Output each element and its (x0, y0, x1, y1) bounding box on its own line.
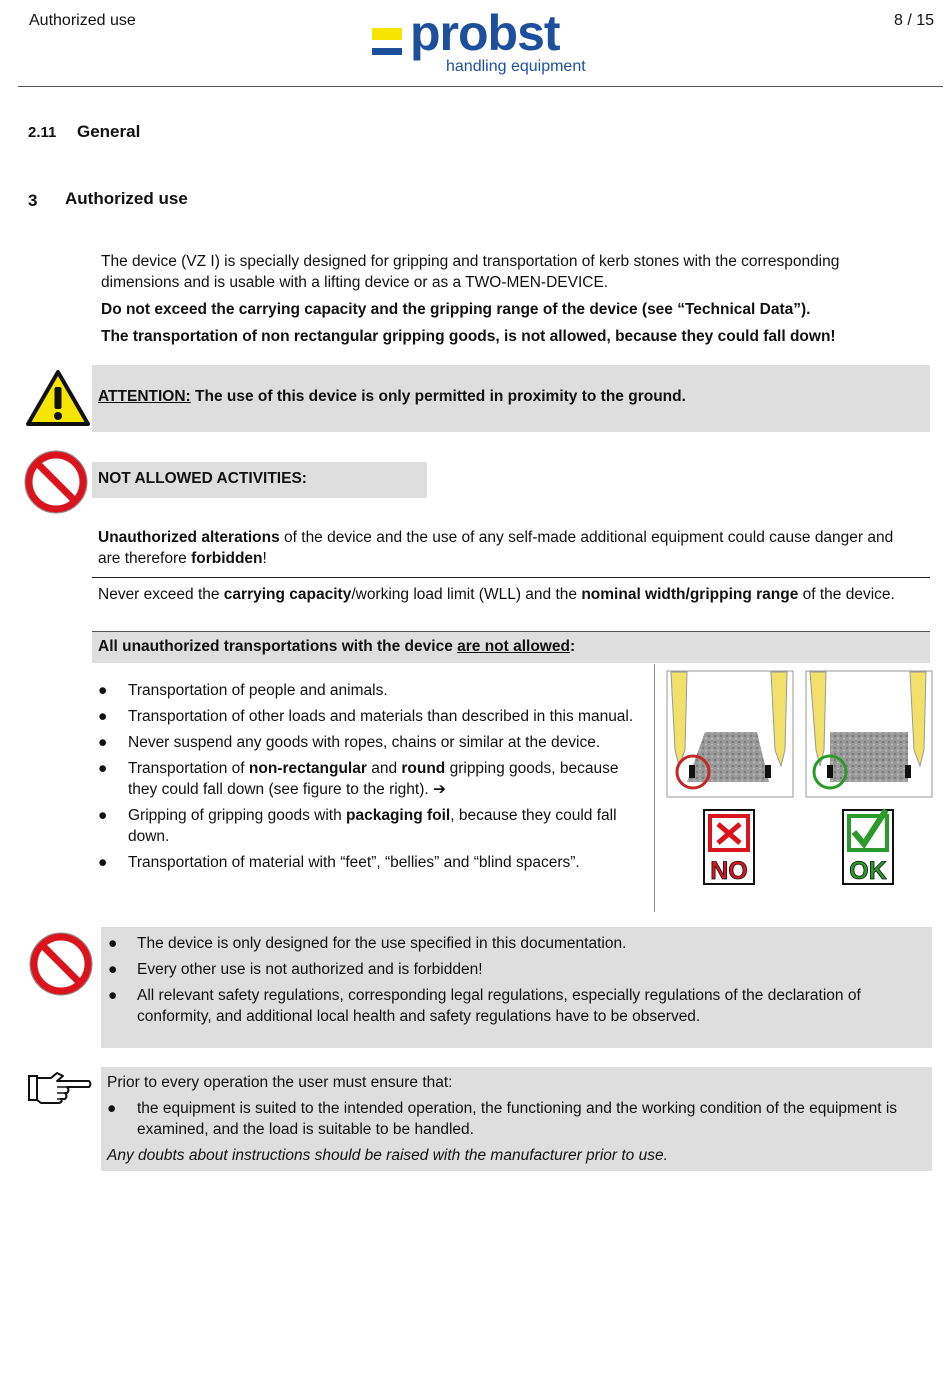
list-item (98, 758, 648, 800)
exceed-part: of the device. (798, 586, 895, 603)
warning-triangle-icon (25, 369, 91, 427)
no-label: NO (710, 857, 748, 885)
bullet-marker: ● (98, 807, 108, 824)
prohibition-icon (24, 450, 88, 514)
column-divider (654, 664, 655, 912)
list-item (108, 985, 920, 1027)
attention-label: ATTENTION: (98, 388, 191, 405)
list-item-text: Never suspend any goods with ropes, chains or similar at the device. (128, 734, 601, 751)
bullet-marker: ● (108, 987, 118, 1004)
list-item-text: Transportation of (128, 760, 249, 777)
gripping-figure (665, 668, 937, 890)
prior-operation-text (107, 1072, 925, 1171)
list-item (98, 706, 648, 727)
list-item-text: Transportation of other loads and materials than described in this manual. (128, 708, 634, 725)
prohibition-icon (29, 932, 93, 996)
section-number-2-11: 2.11 (28, 124, 57, 141)
section-title-general: General (77, 122, 141, 141)
prior-note: Any doubts about instructions should be raised with the manufacturer prior to use. (107, 1147, 668, 1164)
page-number: 8 / 15 (893, 12, 934, 29)
list-item-text: and (366, 760, 402, 777)
list-item (108, 933, 920, 954)
pointing-hand-icon (27, 1068, 93, 1106)
attention-message: The use of this device is only permitted in proximity to the ground. (190, 388, 686, 405)
list-item-text: Gripping of gripping goods with (128, 807, 346, 824)
ok-label: OK (849, 857, 887, 885)
list-item-text: Every other use is not authorized and is forbidden! (137, 961, 483, 978)
bullet-marker: ● (98, 760, 108, 777)
intro-capacity-warning: Do not exceed the carrying capacity and the gripping range of the device (see “Technical Data”). (101, 301, 811, 318)
alterations-body: of the device and the use of any self-made additional equipment could cause danger and are therefore (98, 529, 894, 567)
exceed-part: /working load limit (WLL) and the (351, 586, 582, 603)
incorrect-grip-illustration (667, 671, 793, 797)
list-item (98, 805, 648, 847)
list-item (98, 732, 648, 753)
list-item (107, 1098, 925, 1140)
list-item-text: Transportation of people and animals. (128, 682, 388, 699)
prior-intro: Prior to every operation the user must ensure that: (107, 1074, 453, 1091)
alterations-bold: Unauthorized alterations (98, 529, 280, 546)
list-item-text: The device is only designed for the use specified in this documentation. (137, 935, 627, 952)
list-item-bold: packaging foil (346, 807, 451, 824)
intro-paragraph: The device (VZ I) is specially designed for gripping and transportation of kerb stones with the corresponding dimensions and is usable with a lifting device or as a TWO-MEN-DEVICE. (101, 253, 840, 291)
unauthorized-underlined: are not allowed (457, 638, 570, 655)
list-item-text: gripping goods, because they could fall down (see figure to the right). (128, 760, 619, 798)
section-title-authorized-use: Authorized use (65, 189, 188, 208)
list-item-bold: round (401, 760, 446, 777)
bullet-marker: ● (98, 682, 108, 699)
intro-text (101, 251, 921, 353)
alterations-forbidden: forbidden (191, 550, 263, 567)
divider (92, 577, 930, 578)
bullet-marker: ● (107, 1100, 117, 1117)
logo-word: probst (410, 5, 560, 61)
header-section-title: Authorized use (29, 12, 136, 29)
exceed-width: nominal width/gripping range (581, 586, 799, 603)
alterations-end: ! (262, 550, 267, 567)
list-item-text: , because they could fall down. (128, 807, 617, 845)
bullet-marker: ● (108, 935, 118, 952)
bullet-marker: ● (108, 961, 118, 978)
header-divider (18, 86, 943, 87)
rules-list (108, 933, 920, 1032)
bullet-marker: ● (98, 734, 108, 751)
attention-text (98, 388, 686, 406)
exceed-part: Never exceed the (98, 586, 224, 603)
list-item (98, 680, 648, 701)
exceed-text (98, 584, 918, 605)
unauthorized-list (98, 680, 648, 878)
list-item (108, 959, 920, 980)
not-allowed-title: NOT ALLOWED ACTIVITIES: (98, 470, 307, 487)
arrow-right-icon: ➔ (433, 781, 446, 798)
bullet-marker: ● (98, 854, 108, 871)
logo-yellow-bar (372, 28, 402, 40)
list-item-text: Transportation of material with “feet”, “bellies” and “blind spacers”. (128, 854, 580, 871)
unauthorized-part: All unauthorized transportations with the device (98, 638, 458, 655)
correct-grip-illustration (806, 671, 932, 797)
list-item-bold: non-rectangular (248, 760, 367, 777)
list-item-text: All relevant safety regulations, corresponding legal regulations, especially regulations of the declaration of conformity, and additional local health and safety regulations have to be observed. (137, 987, 861, 1025)
section-number-3: 3 (28, 191, 38, 210)
intro-non-rectangular-warning: The transportation of non rectangular gripping goods, is not allowed, because they could fall down! (101, 328, 836, 345)
exceed-capacity: carrying capacity (223, 586, 352, 603)
list-item (98, 852, 648, 873)
unauthorized-end: : (569, 638, 576, 655)
bullet-marker: ● (98, 708, 108, 725)
probst-logo (372, 5, 602, 80)
unauthorized-title (98, 638, 575, 656)
list-item-text: the equipment is suited to the intended operation, the functioning and the working condition of the equipment is examined, and the load is suitable to be handled. (137, 1100, 898, 1138)
logo-blue-bar (372, 48, 402, 55)
alterations-text (98, 527, 918, 569)
logo-subtitle: handling equipment (446, 58, 586, 75)
